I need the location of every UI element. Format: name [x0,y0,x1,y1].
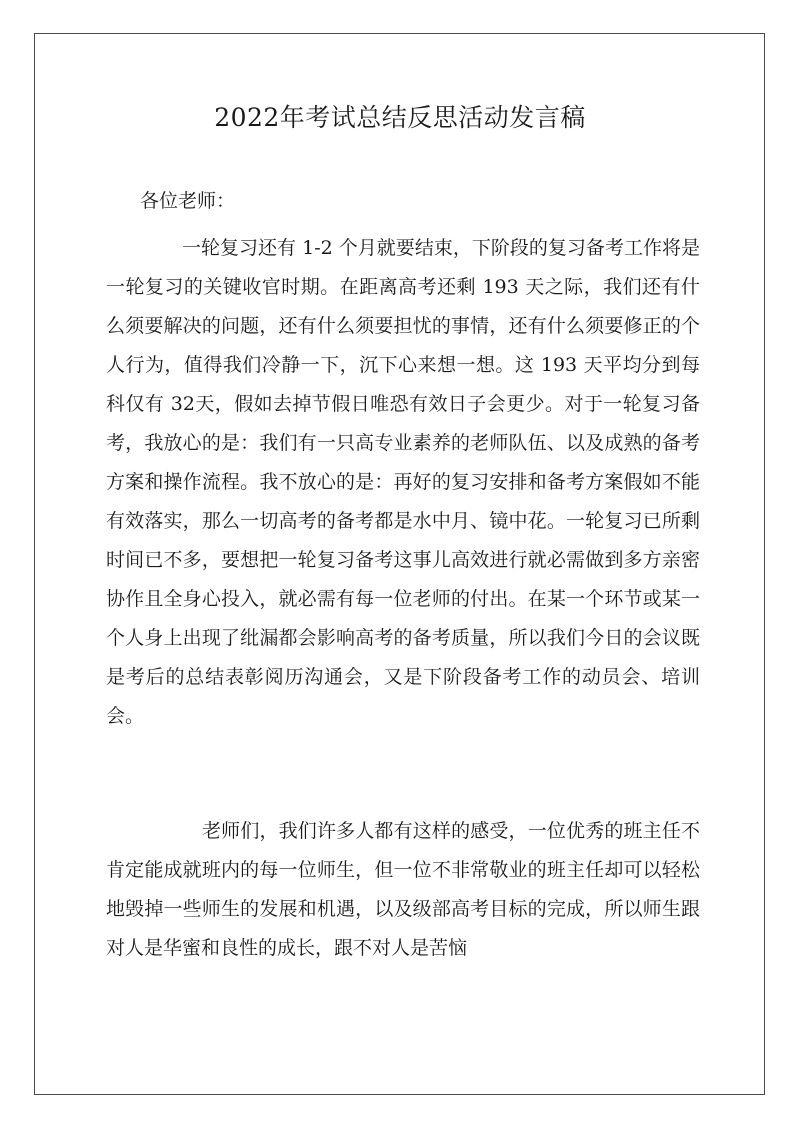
paragraph-2: 老师们，我们许多人都有这样的感受，一位优秀的班主任不肯定能成就班内的每一位师生，但一位不非常敬业的班主任却可以轻松地毁掉一些师生的发展和机遇，以及级部高考目标的完成，所以师生跟对人是华蜜和良性的成长，跟不对人是苦恼 [106,820,700,959]
paragraph-1: 一轮复习还有 1-2 个月就要结束，下阶段的复习备考工作将是一轮复习的关键收官时期。在距离高考还剩 193 天之际，我们还有什么须要解决的问题，还有什么须要担忧的事情，还有什么须要修正的个人行为，值得我们冷静一下，沉下心来想一想。这 193 天平均分到每科仅有 32天，假如去掉节假日唯恐有效日子会更少。对于一轮复习备考，我放心的是：我们有一只高专业素养的老师队伍、以及成熟的备考方案和操作流程。我不放心的是：再好的复习安排和备考方案假如不能有效落实，那么一切高考的备考都是水中月、镜中花。一轮复习已所剩时间已不多，要想把一轮复习备考这事儿高效进行就必需做到多方亲密协作且全身心投入，就必需有每一位老师的付出。在某一个环节或某一个人身上出现了纰漏都会影响高考的备考质量，所以我们今日的会议既是考后的总结表彰阅历沟通会，又是下阶段备考工作的动员会、培训会。 [106,237,700,727]
salutation: 各位老师： [140,190,236,212]
document-title: 2022年考试总结反思活动发言稿 [214,103,586,132]
